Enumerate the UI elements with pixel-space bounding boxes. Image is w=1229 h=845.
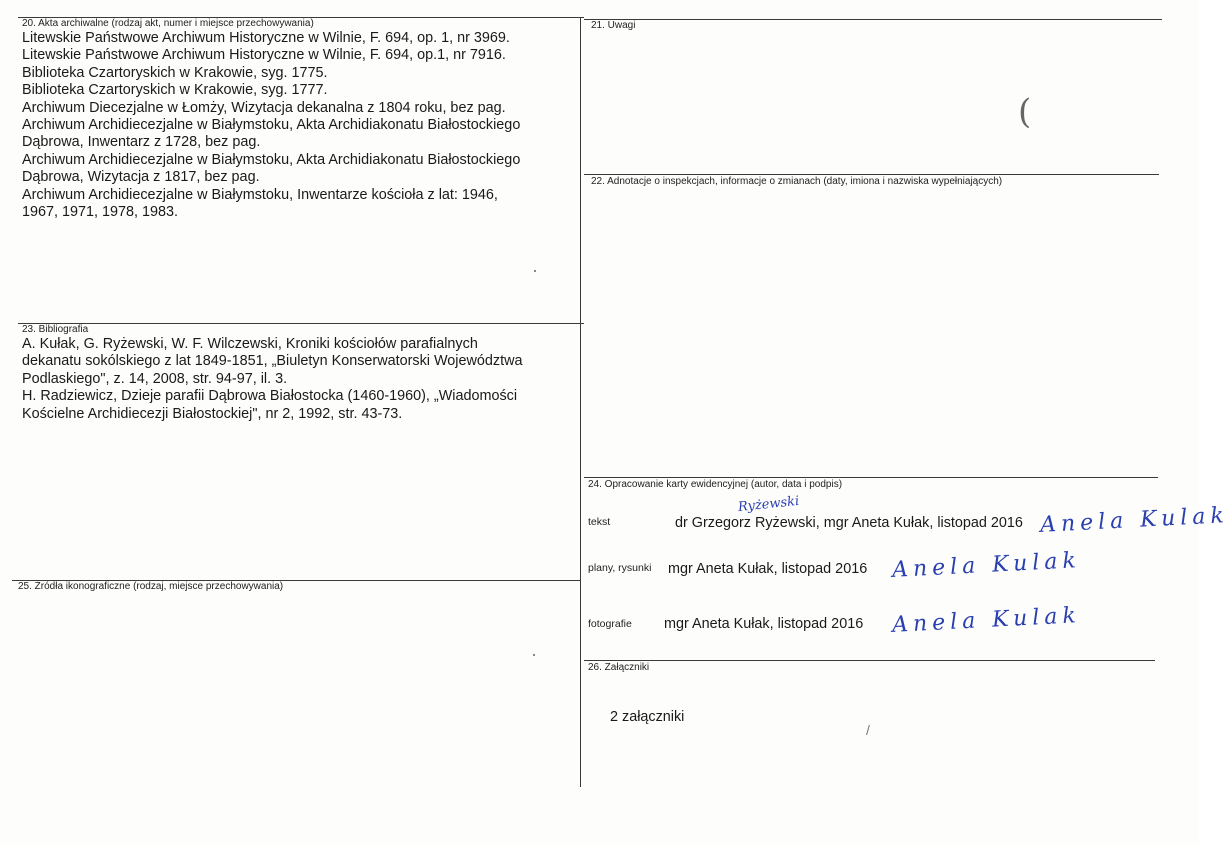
section-20-body — [22, 30, 520, 221]
signature: Anela Kulak — [1039, 503, 1229, 538]
pen-mark: / — [866, 722, 870, 738]
fotografie-row-label: fotografie — [588, 618, 632, 630]
archive-entry: Archiwum Archidiecezjalne w Białymstoku, Inwentarze kościoła z lat: 1946, — [22, 186, 498, 203]
column-divider — [580, 17, 581, 787]
section-23-label: 23. Bibliografia — [22, 324, 89, 335]
bibliography-line: A. Kułak, G. Ryżewski, W. F. Wilczewski, Kroniki kościołów parafialnych — [22, 336, 478, 352]
archive-entry: Biblioteka Czartoryskich w Krakowie, syg. 1775. — [22, 64, 328, 81]
rule-section-26 — [584, 660, 1155, 661]
section-20-label: 20. Akta archiwalne (rodzaj akt, numer i miejsce przechowywania) — [22, 18, 314, 29]
tekst-row-value: dr Grzegorz Ryżewski, mgr Aneta Kułak, listopad 2016 — [675, 515, 1023, 531]
archive-entry: Archiwum Archidiecezjalne w Białymstoku, Akta Archidiakonatu Białostockiego — [22, 151, 521, 168]
archive-entry: Archiwum Archidiecezjalne w Białymstoku, Akta Archidiakonatu Białostockiego — [22, 117, 521, 134]
scan-speck — [533, 654, 535, 656]
plany-rysunki-row-label: plany, rysunki — [588, 562, 652, 574]
archive-entry: Archiwum Diecezjalne w Łomży, Wizytacja dekanalna z 1804 roku, bez pag. — [22, 99, 506, 116]
section-23-body — [22, 336, 522, 423]
archive-entry: 1967, 1971, 1978, 1983. — [22, 204, 179, 221]
signature: Anela Kulak — [891, 548, 1082, 583]
tekst-row-label: tekst — [588, 516, 611, 528]
handwritten-overwrite: Ryżewski — [737, 493, 800, 516]
archive-entry: Litewskie Państwowe Archiwum Historyczne w Wilnie, F. 694, op. 1, nr 3969. — [22, 30, 510, 46]
section-25-label: 25. Źródła ikonograficzne (rodzaj, miejsce przechowywania) — [18, 581, 284, 592]
bibliography-line: dekanatu sokólskiego z lat 1849-1851, „Biuletyn Konserwatorski Województwa — [22, 353, 523, 370]
section-21-label: 21. Uwagi — [591, 20, 636, 31]
attachments-value: 2 załączniki — [610, 709, 685, 725]
rule-section-24 — [584, 477, 1158, 478]
archive-entry: Dąbrowa, Inwentarz z 1728, bez pag. — [22, 134, 261, 151]
rule-section-23 — [18, 323, 584, 324]
fotografie-row-value: mgr Aneta Kułak, listopad 2016 — [664, 616, 864, 632]
scan-speck — [534, 270, 536, 272]
plany-rysunki-row-value: mgr Aneta Kułak, listopad 2016 — [668, 561, 868, 577]
archive-entry: Dąbrowa, Wizytacja z 1817, bez pag. — [22, 169, 260, 186]
section-22-label: 22. Adnotacje o inspekcjach, informacje o zmianach (daty, imiona i nazwiska wypełniających) — [591, 176, 1003, 187]
signature: Anela Kulak — [891, 603, 1082, 638]
rule-top-right — [584, 19, 1162, 20]
bibliography-line: H. Radziewicz, Dzieje parafii Dąbrowa Białostocka (1460-1960), „Wiadomości — [22, 388, 518, 405]
rule-section-22 — [584, 174, 1159, 175]
bibliography-line: Podlaskiego", z. 14, 2008, str. 94-97, il. 3. — [22, 370, 288, 387]
archive-entry: Biblioteka Czartoryskich w Krakowie, syg. 1777. — [22, 82, 328, 99]
section-24-label: 24. Opracowanie karty ewidencyjnej (autor, data i podpis) — [588, 479, 843, 490]
archive-entry: Litewskie Państwowe Archiwum Historyczne w Wilnie, F. 694, op.1, nr 7916. — [22, 47, 506, 64]
bibliography-line: Kościelne Archidiecezji Białostockiej", nr 2, 1992, str. 43-73. — [22, 405, 403, 422]
section-26-label: 26. Załączniki — [588, 662, 650, 673]
pen-mark: ( — [1018, 92, 1032, 132]
